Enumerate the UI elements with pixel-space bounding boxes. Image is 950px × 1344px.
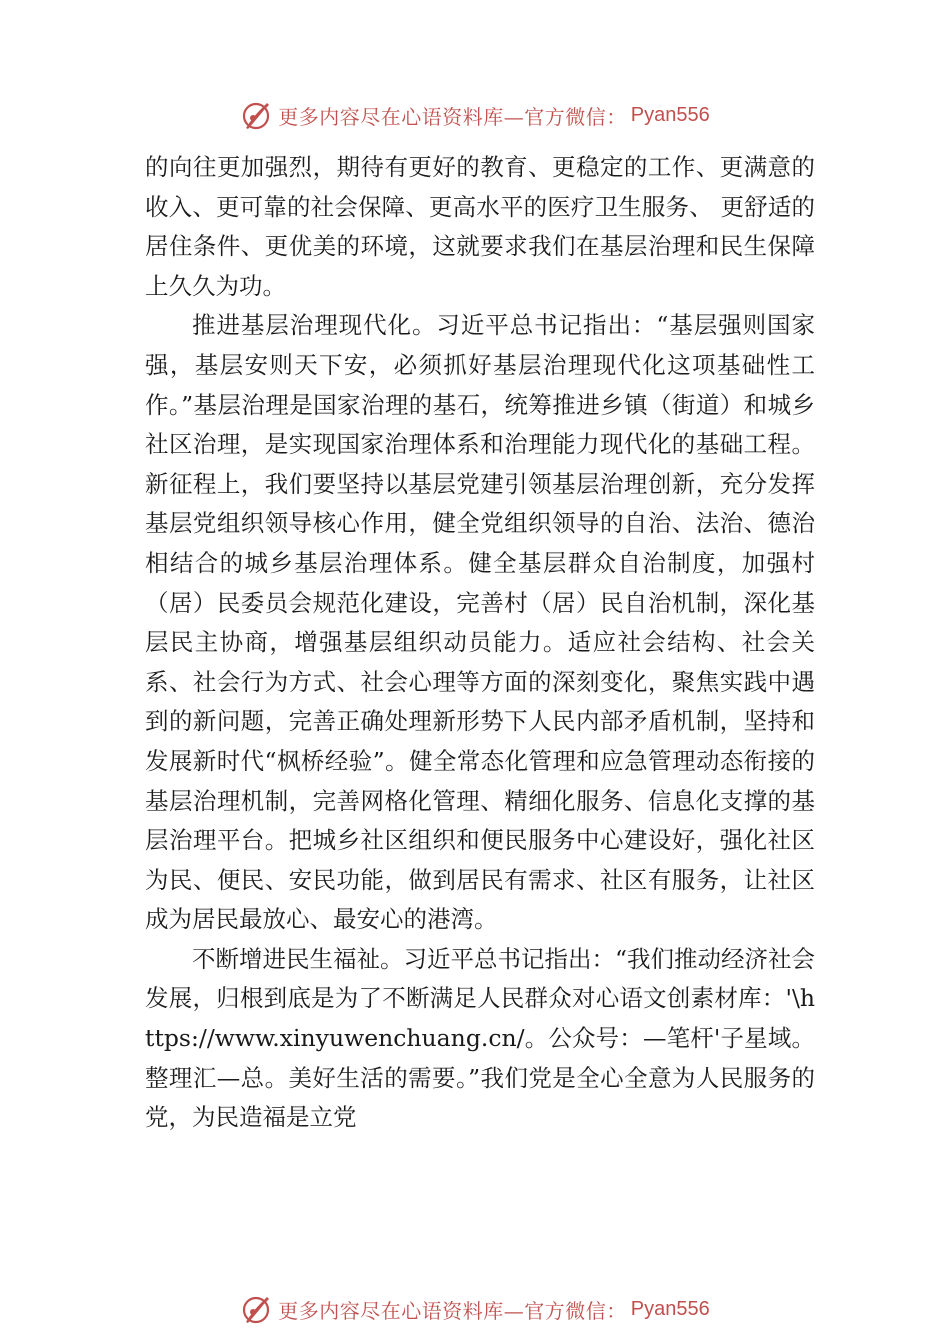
paragraph-3: 不断增进民生福祉。习近平总书记指出：“我们推动经济社会发展，归根到底是为了不断满足人民群众对心语文创素材库：'\https://www.xinyuwenchuang.cn/。公众号：—笔杆'子星域。整理汇—总。美好生活的需要。”我们党是全心全意为人民服务的党，为民造福是立党 <box>145 944 816 1132</box>
header-banner <box>0 95 950 135</box>
header-wechat-id: Pyan556 <box>630 103 710 126</box>
header-slogan: 更多内容尽在心语资料库—官方微信： <box>278 104 627 129</box>
footer-banner <box>0 1289 950 1329</box>
paragraph-1: 的向往更加强烈，期待有更好的教育、更稳定的工作、更满意的收入、更可靠的社会保障、更高水平的医疗卫生服务、 更舒适的居住条件、更优美的环境，这就要求我们在基层治理和民生保障上久久为功。 <box>145 153 815 300</box>
footer-slogan: 更多内容尽在心语资料库—官方微信： <box>278 1298 627 1323</box>
document-body <box>145 148 815 1138</box>
paragraph-2: 推进基层治理现代化。习近平总书记指出：“基层强则国家强，基层安则天下安，必须抓好基层治理现代化这项基础性工作。”基层治理是国家治理的基石，统筹推进乡镇（街道）和城乡社区治理，是实现国家治理体系和治理能力现代化的基础工程。新征程上，我们要坚持以基层党建引领基层治理创新，充分发挥基层党组织领导核心作用，健全党组织领导的自治、法治、德治相结合的城乡基层治理体系。健全基层群众自治制度，加强村（居）民委员会规范化建设，完善村（居）民自治机制，深化基层民主协商，增强基层组织动员能力。适应社会结构、社会关系、社会行为方式、社会心理等方面的深刻变化，聚焦实践中遇到的新问题，完善正确处理新形势下人民内部矛盾机制，坚持和发展新时代“枫桥经验”。健全常态化管理和应急管理动态衔接的基层治理机制，完善网格化管理、精细化服务、信息化支撑的基层治理平台。把城乡社区组织和便民服务中心建设好，强化社区为民、便民、安民功能，做到居民有需求、社区有服务，让社区成为居民最放心、最安心的港湾。 <box>145 311 815 934</box>
brush-logo-icon <box>240 1292 274 1326</box>
footer-wechat-id: Pyan556 <box>630 1297 710 1320</box>
brush-logo-icon <box>240 98 274 132</box>
